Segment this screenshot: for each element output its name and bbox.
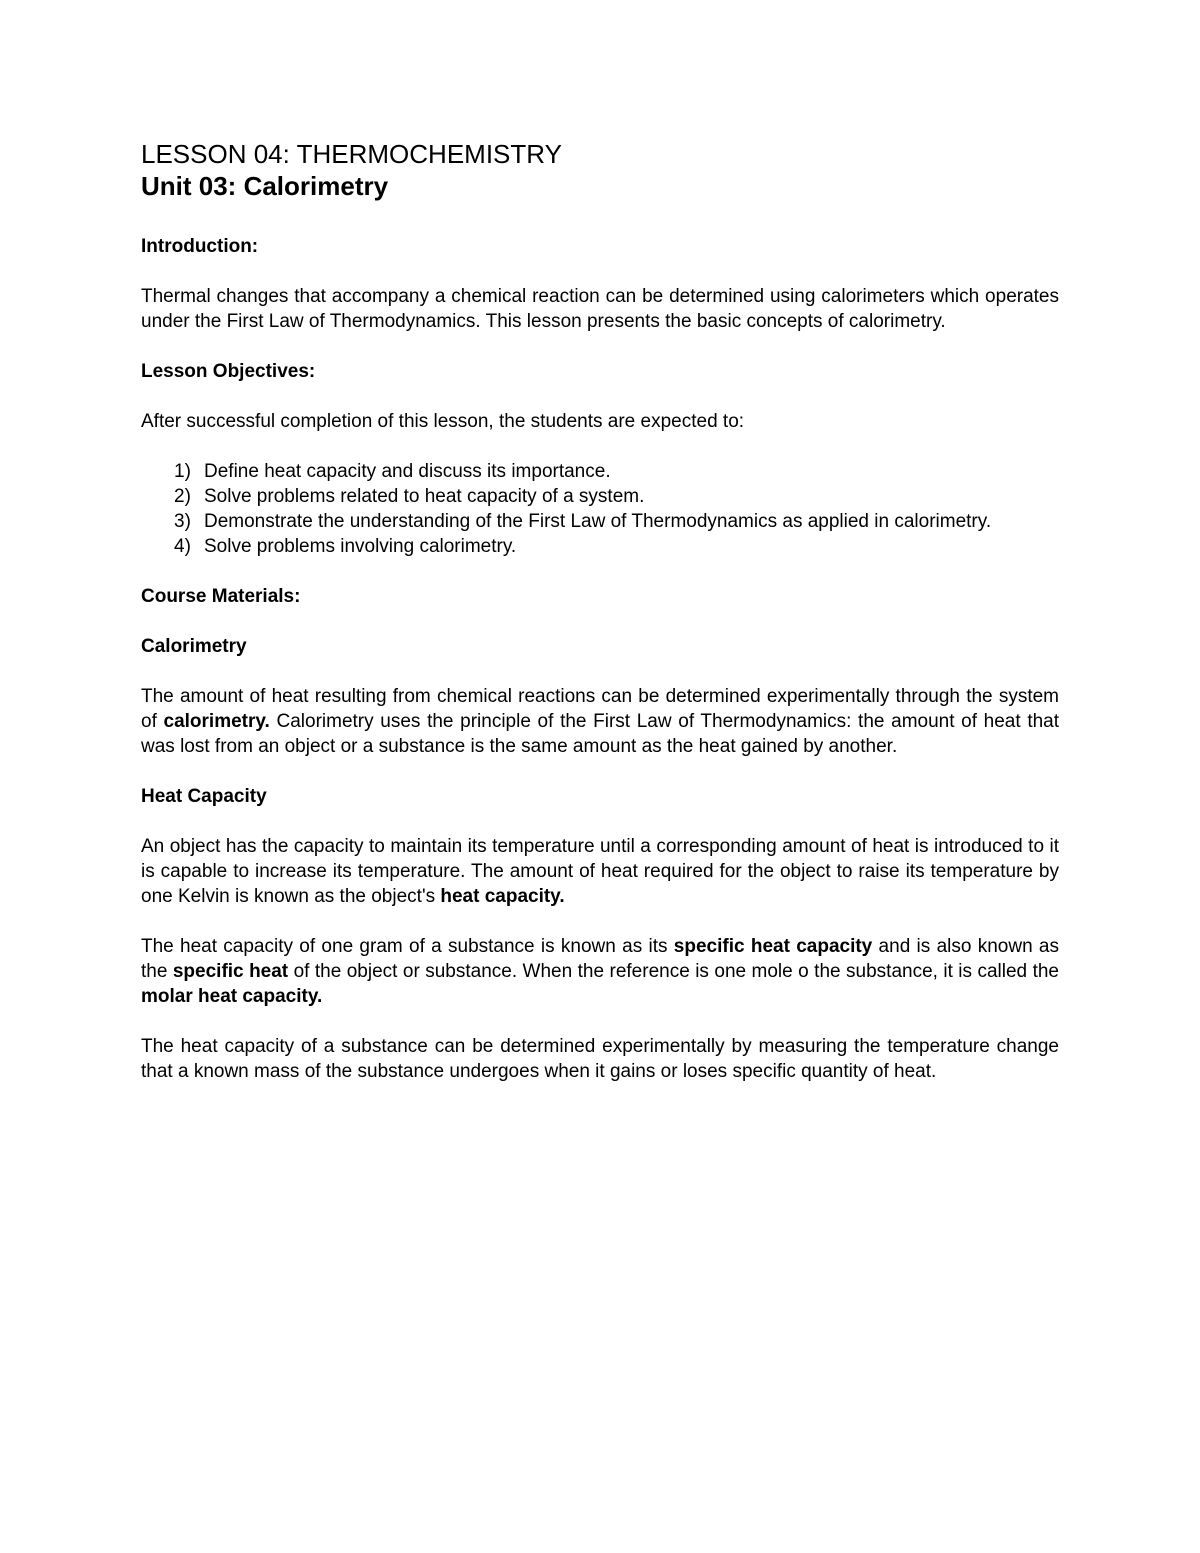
objective-item <box>141 459 1059 484</box>
objective-number: 2) <box>174 486 191 507</box>
heat-capacity-paragraph-2 <box>141 934 1059 1009</box>
course-materials-heading: Course Materials: <box>141 586 301 607</box>
objectives-lead: After successful completion of this lesson, the students are expected to: <box>141 411 745 432</box>
calorimetry-text-2: Calorimetry uses the principle of the First Law of Thermodynamics: the amount of heat that was lost from an object or a substance is the same amount as the heat gained by another. <box>141 711 1060 757</box>
objective-item <box>141 534 1059 559</box>
heat-capacity-text-1: An object has the capacity to maintain its temperature until a corresponding amount of heat is introduced to it is capable to increase its temperature. The amount of heat required for the object to raise its temperature by one Kelvin is known as the object's <box>141 836 1059 907</box>
specific-heat-text-2: and is also known as the <box>141 936 1059 982</box>
introduction-paragraph: Thermal changes that accompany a chemical reaction can be determined using calorimeters which operates under the First Law of Thermodynamics. This lesson presents the basic concepts of calorimetry. <box>141 286 1059 332</box>
objective-number: 1) <box>174 461 191 482</box>
specific-heat-text-3: of the object or substance. When the reference is one mole o the substance, it is called the <box>288 961 1059 982</box>
objective-item <box>141 509 1059 534</box>
objective-text: Solve problems related to heat capacity of a system. <box>204 486 645 507</box>
unit-title: Unit 03: Calorimetry <box>141 171 389 201</box>
heat-capacity-term: heat capacity. <box>440 886 565 907</box>
molar-heat-capacity-term: molar heat capacity. <box>141 986 323 1007</box>
specific-heat-term: specific heat <box>172 961 289 982</box>
objective-text: Demonstrate the understanding of the First Law of Thermodynamics as applied in calorimetry. <box>204 511 992 532</box>
calorimetry-text-1: The amount of heat resulting from chemical reactions can be determined experimentally through the system of <box>141 686 1059 732</box>
objective-text: Define heat capacity and discuss its importance. <box>204 461 611 482</box>
calorimetry-term: calorimetry. <box>163 711 270 732</box>
objective-item <box>141 484 1059 509</box>
introduction-heading: Introduction: <box>141 236 259 257</box>
objectives-heading: Lesson Objectives: <box>141 361 316 382</box>
specific-heat-text-1: The heat capacity of one gram of a substance is known as its <box>141 936 674 957</box>
document-page <box>141 138 1059 1084</box>
specific-heat-capacity-term: specific heat capacity <box>673 936 873 957</box>
objective-number: 4) <box>174 536 191 557</box>
calorimetry-paragraph <box>141 684 1059 759</box>
objective-number: 3) <box>174 511 191 532</box>
objectives-list <box>141 459 1059 559</box>
objective-text: Solve problems involving calorimetry. <box>204 536 517 557</box>
heat-capacity-paragraph-1 <box>141 834 1059 909</box>
heat-capacity-paragraph-3: The heat capacity of a substance can be determined experimentally by measuring the temperature change that a known mass of the substance undergoes when it gains or loses specific quantity of heat. <box>141 1036 1059 1082</box>
lesson-title: LESSON 04: THERMOCHEMISTRY <box>141 139 562 169</box>
calorimetry-heading: Calorimetry <box>141 636 247 657</box>
heat-capacity-heading: Heat Capacity <box>141 786 267 807</box>
